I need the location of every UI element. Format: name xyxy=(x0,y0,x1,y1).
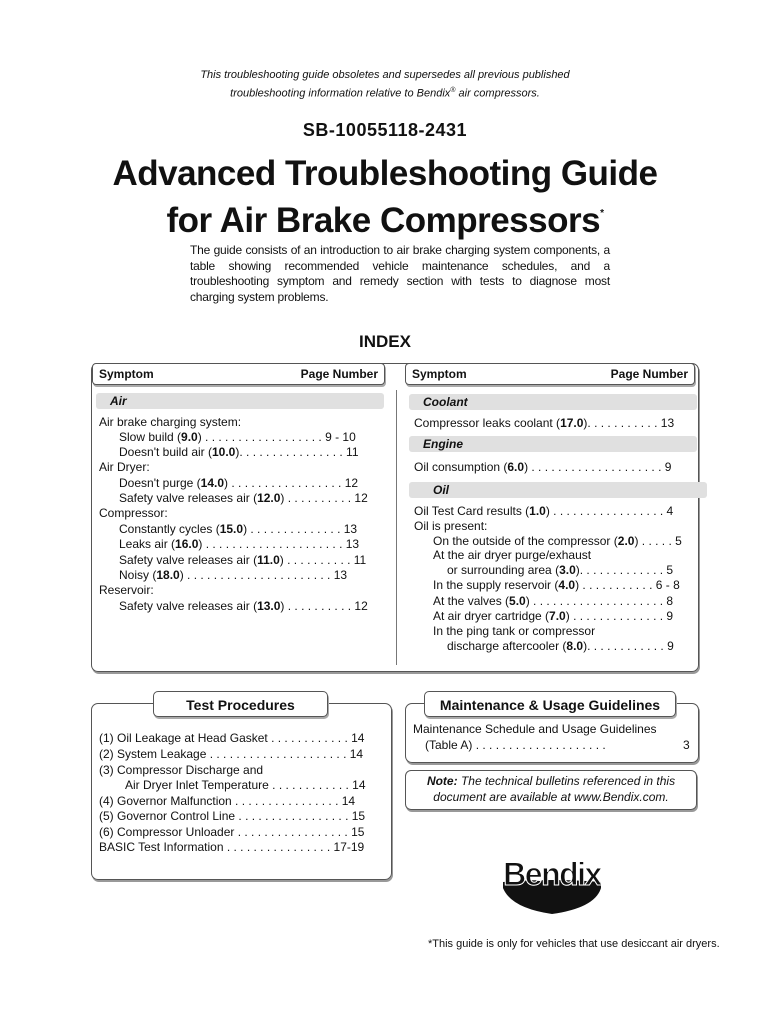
category-coolant: Coolant xyxy=(409,394,697,410)
bendix-logo xyxy=(497,848,607,918)
notice-line-1: This troubleshooting guide obsoletes and supersedes all previous published xyxy=(200,69,570,81)
document-number: SB-10055118-2431 xyxy=(302,120,468,140)
test-row: (4) Governor Malfunction . . . . . . . . . . . . . . . . 14 xyxy=(99,794,356,808)
index-row: Air Dryer: xyxy=(99,460,150,474)
index-row: Noisy (18.0) . . . . . . . . . . . . . . . . . . . . . . 13 xyxy=(119,568,348,582)
note-text: The technical bulletins referenced in this xyxy=(457,774,676,788)
maintenance-line-1: Maintenance Schedule and Usage Guidelines xyxy=(413,722,657,736)
title-line-2 xyxy=(0,194,770,241)
test-row: (5) Governor Control Line . . . . . . . . . . . . . . . . . 15 xyxy=(99,809,366,823)
title-asterisk: * xyxy=(600,208,604,219)
supersede-notice xyxy=(0,68,770,102)
right-column-header xyxy=(405,363,695,385)
column-divider xyxy=(396,390,397,665)
index-row: Reservoir: xyxy=(99,583,154,597)
index-row: Compressor leaks coolant (17.0). . . . . . . . . . . 13 xyxy=(414,416,675,430)
title-text: for Air Brake Compressors xyxy=(166,201,601,240)
index-row: Safety valve releases air (13.0) . . . . . . . . . . 12 xyxy=(119,599,368,613)
category-engine: Engine xyxy=(409,436,697,452)
index-row: Slow build (9.0) . . . . . . . . . . . . . . . . . . 9 - 10 xyxy=(119,430,356,444)
symptom-label: Symptom xyxy=(412,367,467,381)
index-row: Compressor: xyxy=(99,506,168,520)
notice-line-2 xyxy=(0,83,770,102)
test-row: (6) Compressor Unloader . . . . . . . . . . . . . . . . . 15 xyxy=(99,825,365,839)
index-row: Oil is present: xyxy=(414,519,488,533)
bendix-logo-graphic xyxy=(497,848,607,918)
test-row: (2) System Leakage . . . . . . . . . . . . . . . . . . . . . 14 xyxy=(99,747,364,761)
maintenance-heading: Maintenance & Usage Guidelines xyxy=(424,691,676,717)
index-row: On the outside of the compressor (2.0) . . . . . 5 xyxy=(433,534,682,548)
test-procedures-heading: Test Procedures xyxy=(153,691,328,717)
maintenance-page: 3 xyxy=(683,738,690,752)
test-row: BASIC Test Information . . . . . . . . . . . . . . . . 17-19 xyxy=(99,840,365,854)
test-row: Air Dryer Inlet Temperature . . . . . . . . . . . . 14 xyxy=(125,778,366,792)
category-oil: Oil xyxy=(409,482,707,498)
index-row: discharge aftercooler (8.0). . . . . . . . . . . . 9 xyxy=(447,639,674,653)
index-row: or surrounding area (3.0). . . . . . . . . . . . . 5 xyxy=(447,563,674,577)
index-row: Air brake charging system: xyxy=(99,415,242,429)
index-row: Doesn't build air (10.0). . . . . . . . . . . . . . . . 11 xyxy=(119,445,359,459)
note-label: Note: xyxy=(426,774,458,788)
left-column-header xyxy=(92,363,385,385)
page-title xyxy=(0,154,770,241)
index-row: At the air dryer purge/exhaust xyxy=(433,548,592,562)
index-row: Doesn't purge (14.0) . . . . . . . . . . . . . . . . . 12 xyxy=(119,476,359,490)
index-heading: INDEX xyxy=(359,332,411,351)
index-row: Oil consumption (6.0) . . . . . . . . . . . . . . . . . . . . 9 xyxy=(414,460,672,474)
registered-mark: ® xyxy=(450,87,456,94)
test-row: (1) Oil Leakage at Head Gasket . . . . . . . . . . . . 14 xyxy=(99,731,365,745)
title-line-1: Advanced Troubleshooting Guide xyxy=(112,154,658,193)
page-number-label: Page Number xyxy=(610,367,688,381)
index-row: In the supply reservoir (4.0) . . . . . . . . . . . 6 - 8 xyxy=(433,578,680,592)
notice-text-end: air compressors. xyxy=(455,87,540,100)
test-row: (3) Compressor Discharge and xyxy=(99,763,264,777)
note-line-2: document are available at www.Bendix.com. xyxy=(433,790,669,804)
symptom-label: Symptom xyxy=(99,367,154,381)
page-number-label: Page Number xyxy=(300,367,378,381)
index-row: At air dryer cartridge (7.0) . . . . . . . . . . . . . . 9 xyxy=(433,609,674,623)
note-box xyxy=(405,770,697,810)
index-row: Safety valve releases air (11.0) . . . . . . . . . . 11 xyxy=(119,553,367,567)
maintenance-line-2: (Table A) . . . . . . . . . . . . . . . . . . . . xyxy=(425,738,606,752)
note-line-1 xyxy=(406,773,696,789)
footnote: *This guide is only for vehicles that use desiccant air dryers. xyxy=(428,938,720,950)
index-row: Safety valve releases air (12.0) . . . . . . . . . . 12 xyxy=(119,491,368,505)
index-row: At the valves (5.0) . . . . . . . . . . . . . . . . . . . . 8 xyxy=(433,594,674,608)
logo-text: Bendix xyxy=(503,856,601,892)
intro-paragraph: The guide consists of an introduction to air brake charging system components, a table showing recommended vehicle maintenance schedules, and a troubleshooting symptom and remedy section with tests to diagnose most charging system problems. xyxy=(190,243,610,304)
index-row: Leaks air (16.0) . . . . . . . . . . . . . . . . . . . . . 13 xyxy=(119,537,360,551)
index-row: Oil Test Card results (1.0) . . . . . . . . . . . . . . . . . 4 xyxy=(414,504,674,518)
notice-text: troubleshooting information relative to Bendix xyxy=(230,87,451,100)
index-row: In the ping tank or compressor xyxy=(433,624,596,638)
category-air: Air xyxy=(96,393,384,409)
index-row: Constantly cycles (15.0) . . . . . . . . . . . . . . 13 xyxy=(119,522,358,536)
